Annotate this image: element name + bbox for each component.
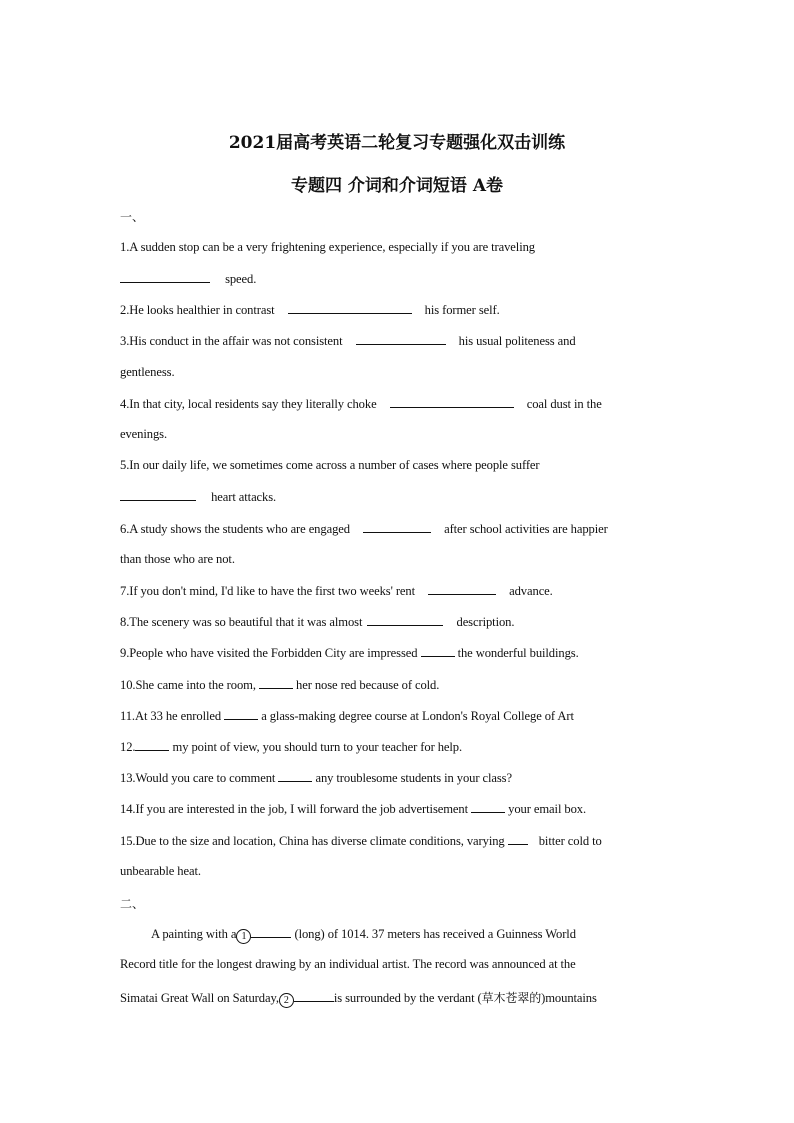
question-3: 3.His conduct in the affair was not consistent his usual politeness and	[120, 334, 576, 348]
answer-blank[interactable]	[390, 396, 514, 408]
answer-blank[interactable]	[367, 614, 443, 626]
answer-blank[interactable]	[278, 770, 312, 782]
question-5-cont: heart attacks.	[120, 489, 276, 505]
question-4-cont: evenings.	[120, 427, 168, 441]
passage-line-1: A painting with a 1 (long) of 1014. 37 meters has received a Guinness World	[151, 927, 576, 942]
blank-number-badge: 2	[279, 993, 294, 1008]
answer-blank[interactable]	[421, 645, 455, 657]
answer-blank[interactable]	[471, 801, 505, 813]
answer-blank[interactable]	[251, 926, 291, 938]
question-8: 8.The scenery was so beautiful that it was almost description.	[120, 615, 515, 629]
question-11: 11.At 33 he enrolled a glass-making degree course at London's Royal College of Art	[120, 709, 574, 723]
question-2: 2.He looks healthier in contrast his former self.	[120, 303, 500, 317]
question-12: 12. my point of view, you should turn to your teacher for help.	[120, 740, 463, 754]
answer-blank[interactable]	[120, 271, 210, 283]
answer-blank[interactable]	[428, 583, 496, 595]
question-15: 15.Due to the size and location, China has diverse climate conditions, varying bitter cold to	[120, 834, 602, 848]
question-10: 10.She came into the room, her nose red because of cold.	[120, 678, 440, 692]
question-3-cont: gentleness.	[120, 365, 175, 379]
question-9: 9.People who have visited the Forbidden City are impressed the wonderful buildings.	[120, 646, 579, 660]
question-4: 4.In that city, local residents say they literally choke coal dust in the	[120, 397, 602, 411]
document-title: 2021届高考英语二轮复习专题强化双击训练	[228, 133, 566, 153]
answer-blank[interactable]	[294, 990, 334, 1002]
question-6: 6.A study shows the students who are engaged after school activities are happier	[120, 522, 608, 536]
question-7: 7.If you don't mind, I'd like to have the first two weeks' rent advance.	[120, 584, 553, 598]
question-1: 1.A sudden stop can be a very frightening experience, especially if you are traveling	[120, 240, 535, 254]
answer-blank[interactable]	[135, 739, 169, 751]
section-one-label: 一、	[120, 210, 145, 224]
answer-blank[interactable]	[224, 708, 258, 720]
answer-blank[interactable]	[288, 302, 412, 314]
question-13: 13.Would you care to comment any troublesome students in your class?	[120, 771, 512, 785]
question-15-cont: unbearable heat.	[120, 864, 201, 878]
passage-line-2: Record title for the longest drawing by an individual artist. The record was announced at the	[120, 957, 576, 971]
section-two-label: 二、	[120, 897, 145, 911]
answer-blank[interactable]	[356, 333, 446, 345]
answer-blank[interactable]	[259, 677, 293, 689]
answer-blank[interactable]	[120, 489, 196, 501]
passage-line-3: Simatai Great Wall on Saturday, 2 is surrounded by the verdant (草木苍翠的)mountains	[120, 991, 597, 1006]
document-subtitle: 专题四 介词和介词短语 A卷	[290, 176, 504, 196]
question-1-cont: speed.	[120, 271, 256, 287]
question-5: 5.In our daily life, we sometimes come across a number of cases where people suffer	[120, 458, 540, 472]
answer-blank[interactable]	[363, 521, 431, 533]
answer-blank[interactable]	[508, 833, 528, 845]
question-14: 14.If you are interested in the job, I will forward the job advertisement your email box.	[120, 802, 587, 816]
question-6-cont: than those who are not.	[120, 552, 235, 566]
blank-number-badge: 1	[236, 929, 251, 944]
